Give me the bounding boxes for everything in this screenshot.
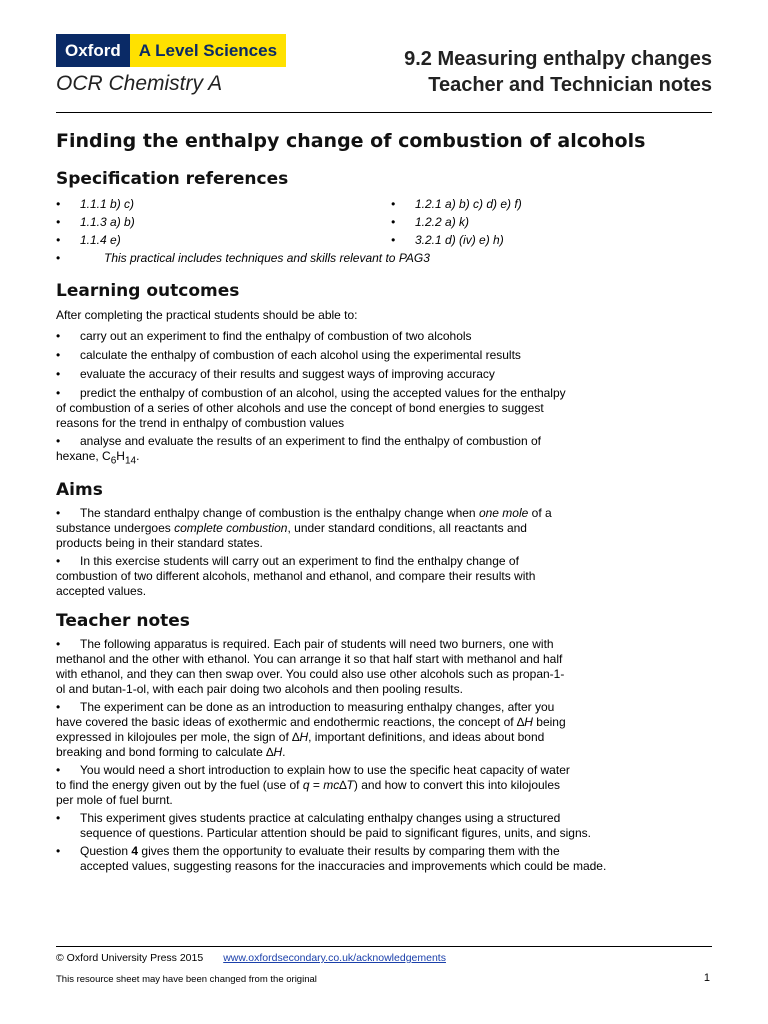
course-title: OCR Chemistry A bbox=[56, 72, 223, 95]
notes-subtitle: Teacher and Technician notes bbox=[428, 74, 712, 96]
aims-list bbox=[56, 506, 716, 599]
list-item: • The experiment can be done as an introduction to measuring enthalpy changes, after you have covered the basic ideas of exothermic and endothermic reactions, the concept of ∆H being expressed in kilojoules per mole, the sign of ∆H, important definitions, and ideas about bond breaking and bond forming to calculate ∆H. bbox=[56, 700, 566, 760]
page-number: 1 bbox=[703, 972, 710, 984]
footer bbox=[56, 952, 446, 964]
copyright: © Oxford University Press 2015 bbox=[56, 952, 204, 964]
learning-heading: Learning outcomes bbox=[56, 281, 240, 301]
list-item: • This experiment gives students practice at calculating enthalpy changes using a structured sequence of questions. Particular attention should be paid to significant figures, units, and signs. bbox=[56, 811, 716, 841]
header-divider bbox=[56, 112, 712, 113]
list-item: • calculate the enthalpy of combustion of each alcohol using the experimental results bbox=[56, 348, 716, 363]
list-item: • The following apparatus is required. Each pair of students will need two burners, one with methanol and the other with ethanol. You can arrange it so that half start with methanol and half with ethanol, and they can then swap over. You could also use other alcohols such as propan-1- ol and butan-1-ol, with each pair doing two alcohols and then pooling results. bbox=[56, 637, 565, 697]
oxford-logo bbox=[56, 34, 286, 67]
spec-item: • 1.1.3 a) b) bbox=[56, 213, 391, 231]
spec-item: • 1.2.1 a) b) c) d) e) f) bbox=[391, 195, 716, 213]
spec-note: • This practical includes techniques and skills relevant to PAG3 bbox=[56, 249, 716, 267]
spec-list bbox=[56, 195, 716, 249]
learning-list bbox=[56, 329, 716, 468]
topic-title: 9.2 Measuring enthalpy changes bbox=[404, 48, 712, 70]
teacher-list bbox=[56, 637, 716, 874]
page-title: Finding the enthalpy change of combustion of alcohols bbox=[56, 130, 646, 152]
spec-heading: Specification references bbox=[56, 169, 289, 189]
list-item: • analyse and evaluate the results of an experiment to find the enthalpy of combustion of hexane, $C_6H_{14}$. bbox=[56, 434, 541, 467]
learning-intro: After completing the practical students should be able to: bbox=[56, 308, 358, 322]
aims-heading: Aims bbox=[56, 480, 103, 501]
spec-item: • 1.1.1 b) c) bbox=[56, 195, 391, 213]
list-item: • In this exercise students will carry out an experiment to find the enthalpy change of combustion of two different alcohols, methanol and ethanol, and compare their results with accepted values. bbox=[56, 554, 536, 599]
list-item: • The standard enthalpy change of combustion is the enthalpy change when one mole of a substance undergoes complete combustion, under standard conditions, all reactants and products being in their standard states. bbox=[56, 506, 552, 551]
list-item: • predict the enthalpy of combustion of an alcohol, using the accepted values for the enthalpy of combustion of a series of other alcohols and use the concept of bond energies to suggest reasons for the trend in enthalpy of combustion values bbox=[56, 386, 566, 430]
acknowledgements-link[interactable]: www.oxfordsecondary.co.uk/acknowledgements bbox=[223, 952, 446, 964]
page-header-right bbox=[404, 46, 712, 98]
list-item: • You would need a short introduction to explain how to use the specific heat capacity of water to find the energy given out by the fuel (use of q = mc∆T) and how to convert this into kilojoules per mole of fuel burnt. bbox=[56, 763, 570, 808]
teacher-heading: Teacher notes bbox=[56, 611, 190, 632]
spec-item: • 3.2.1 d) (iv) e) h) bbox=[391, 231, 716, 249]
logo-oxford-text: Oxford bbox=[56, 34, 130, 67]
spec-item: • 1.1.4 e) bbox=[56, 231, 391, 249]
list-item: • evaluate the accuracy of their results and suggest ways of improving accuracy bbox=[56, 367, 716, 382]
spec-item: • 1.2.2 a) k) bbox=[391, 213, 716, 231]
footer-note: This resource sheet may have been changed from the original bbox=[56, 974, 317, 985]
list-item: • Question 4 gives them the opportunity to evaluate their results by comparing them with the accepted values, suggesting reasons for the inaccuracies and improvements which could be made. bbox=[56, 844, 716, 874]
footer-divider bbox=[56, 946, 712, 947]
list-item: • carry out an experiment to find the enthalpy of combustion of two alcohols bbox=[56, 329, 716, 344]
main-content bbox=[56, 128, 716, 874]
logo-series-text: A Level Sciences bbox=[130, 34, 286, 67]
